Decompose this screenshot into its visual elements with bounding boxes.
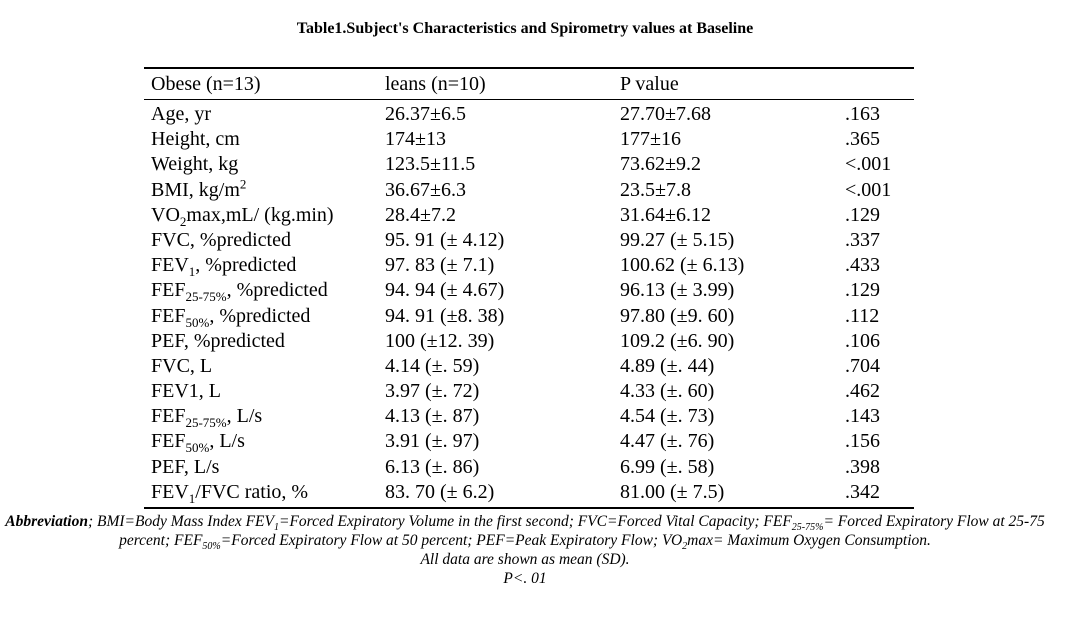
row-label: Age, yr: [151, 103, 211, 125]
row-label: $VO_2\max,mL/$ (kg.min): [151, 203, 334, 229]
row-obese-value: 28.4±7.2: [385, 203, 456, 226]
table-row: [144, 429, 914, 454]
row-label: $FEF_{25-75\%}$, L/s: [151, 405, 263, 431]
abbreviation-text-4: =Forced Expiratory Flow at 50 percent; PEF=Peak Expiratory Flow; VO: [220, 532, 683, 549]
row-p-value: .342: [845, 480, 880, 503]
abbreviation-sub-4: 2: [682, 541, 688, 553]
row-obese-value: 123.5±11.5: [385, 153, 476, 176]
abbreviation-text-5: max= Maximum Oxygen Consumption.: [687, 532, 931, 549]
row-obese-value: 174±13: [385, 128, 446, 151]
row-lean-value: 4.47 (±. 76): [620, 430, 715, 453]
row-label: Height, cm: [151, 128, 240, 151]
row-obese-value: 4.13 (±. 87): [385, 405, 480, 428]
row-lean-value: 99.27 (± 5.15): [620, 228, 735, 251]
row-label: $FEF_{50\%}$, L/s: [151, 430, 245, 456]
table-row: [144, 329, 914, 354]
row-p-value: .433: [845, 254, 880, 277]
row-obese-value: 26.37±6.5: [385, 103, 466, 125]
characteristics-table: [144, 67, 914, 509]
table-row: [144, 480, 914, 505]
row-obese-value: 94. 94 (± 4.67): [385, 279, 505, 302]
table-header-row: [144, 69, 914, 99]
row-p-value: .462: [845, 380, 880, 403]
row-lean-value: 81.00 (± 7.5): [620, 480, 725, 503]
header-p-value: P value: [620, 73, 679, 95]
row-obese-value: 94. 91 (±8. 38): [385, 304, 505, 327]
abbreviation-text-1: ; BMI=Body Mass Index FEV: [87, 513, 274, 530]
table-row: [144, 278, 914, 303]
row-label: $FEV_1$, %predicted: [151, 254, 297, 280]
row-label: $FEV_1$/FVC ratio, %: [151, 480, 309, 506]
row-label: PEF, L/s: [151, 455, 220, 478]
footnote-data-note: All data are shown as mean (SD).: [420, 551, 630, 568]
row-p-value: <.001: [845, 153, 892, 176]
row-p-value: <.001: [845, 178, 892, 201]
row-lean-value: 73.62±9.2: [620, 153, 701, 176]
abbreviation-text-2: =Forced Expiratory Volume in the first second; FVC=Forced Vital Capacity; FEF: [279, 513, 792, 530]
row-label: $FEF_{50\%}$, %predicted: [151, 304, 311, 330]
row-obese-value: 100 (±12. 39): [385, 329, 495, 352]
row-lean-value: 109.2 (±6. 90): [620, 329, 735, 352]
row-obese-value: 6.13 (±. 86): [385, 455, 480, 478]
table-title: Table1.Subject's Characteristics and Spirometry values at Baseline: [296, 20, 754, 37]
table-row: [144, 175, 914, 203]
row-p-value: .143: [845, 405, 880, 428]
table-row: [144, 102, 914, 127]
row-lean-value: 31.64±6.12: [620, 203, 711, 226]
row-label: FEV1, L: [151, 380, 221, 403]
abbreviation-label: Abbreviation: [5, 513, 88, 530]
table-bottom-rule: [144, 507, 914, 509]
abbreviation-text-3: = Forced Expiratory Flow at 25-75 percent; FEF: [119, 513, 1045, 549]
row-lean-value: 4.89 (±. 44): [620, 354, 715, 377]
table-row: [144, 253, 914, 278]
table-body: [144, 100, 914, 505]
row-p-value: .337: [845, 228, 880, 251]
table-footnote: [0, 512, 1050, 588]
row-obese-value: 83. 70 (± 6.2): [385, 480, 495, 503]
row-p-value: .365: [845, 128, 880, 151]
table-row: [144, 304, 914, 329]
row-obese-value: 4.14 (±. 59): [385, 354, 480, 377]
row-obese-value: 3.97 (±. 72): [385, 380, 480, 403]
row-lean-value: 4.33 (±. 60): [620, 380, 715, 403]
abbreviation-sub-3: 50%: [202, 541, 221, 553]
row-p-value: .704: [845, 354, 880, 377]
table-row: [144, 455, 914, 480]
table-row: [144, 354, 914, 379]
row-p-value: .163: [845, 103, 880, 125]
row-p-value: .156: [845, 430, 880, 453]
row-p-value: .398: [845, 455, 880, 478]
row-lean-value: 6.99 (±. 58): [620, 455, 715, 478]
row-label: FVC, L: [151, 354, 213, 377]
row-lean-value: 97.80 (±9. 60): [620, 304, 735, 327]
abbreviation-sub-2: 25-75%: [791, 522, 824, 534]
row-p-value: .112: [845, 304, 880, 327]
footnote-significance: P<. 01: [503, 570, 547, 587]
table-row: [144, 228, 914, 253]
header-obese: Obese (n=13): [151, 73, 261, 95]
row-obese-value: 95. 91 (± 4.12): [385, 228, 505, 251]
row-label: BMI, $kg/m^2$: [151, 175, 247, 201]
row-lean-value: 4.54 (±. 73): [620, 405, 715, 428]
row-label: Weight, kg: [151, 153, 239, 176]
row-label: PEF, %predicted: [151, 329, 285, 352]
row-lean-value: 96.13 (± 3.99): [620, 279, 735, 302]
table-row: [144, 379, 914, 404]
row-p-value: .129: [845, 203, 880, 226]
table-row: [144, 127, 914, 152]
table-row: [144, 152, 914, 177]
table-row: [144, 404, 914, 429]
row-label: FVC, %predicted: [151, 228, 291, 251]
row-label: $FEF_{25-75\%}$, %predicted: [151, 279, 328, 305]
table-row: [144, 203, 914, 228]
row-lean-value: 23.5±7.8: [620, 178, 691, 201]
row-obese-value: 3.91 (±. 97): [385, 430, 480, 453]
row-lean-value: 100.62 (± 6.13): [620, 254, 745, 277]
row-p-value: .129: [845, 279, 880, 302]
row-lean-value: 177±16: [620, 128, 681, 151]
row-p-value: .106: [845, 329, 880, 352]
row-obese-value: 36.67±6.3: [385, 178, 466, 201]
row-obese-value: 97. 83 (± 7.1): [385, 254, 495, 277]
abbreviation-sub-1: 1: [274, 522, 279, 534]
header-leans: leans (n=10): [385, 73, 486, 95]
row-lean-value: 27.70±7.68: [620, 103, 711, 125]
